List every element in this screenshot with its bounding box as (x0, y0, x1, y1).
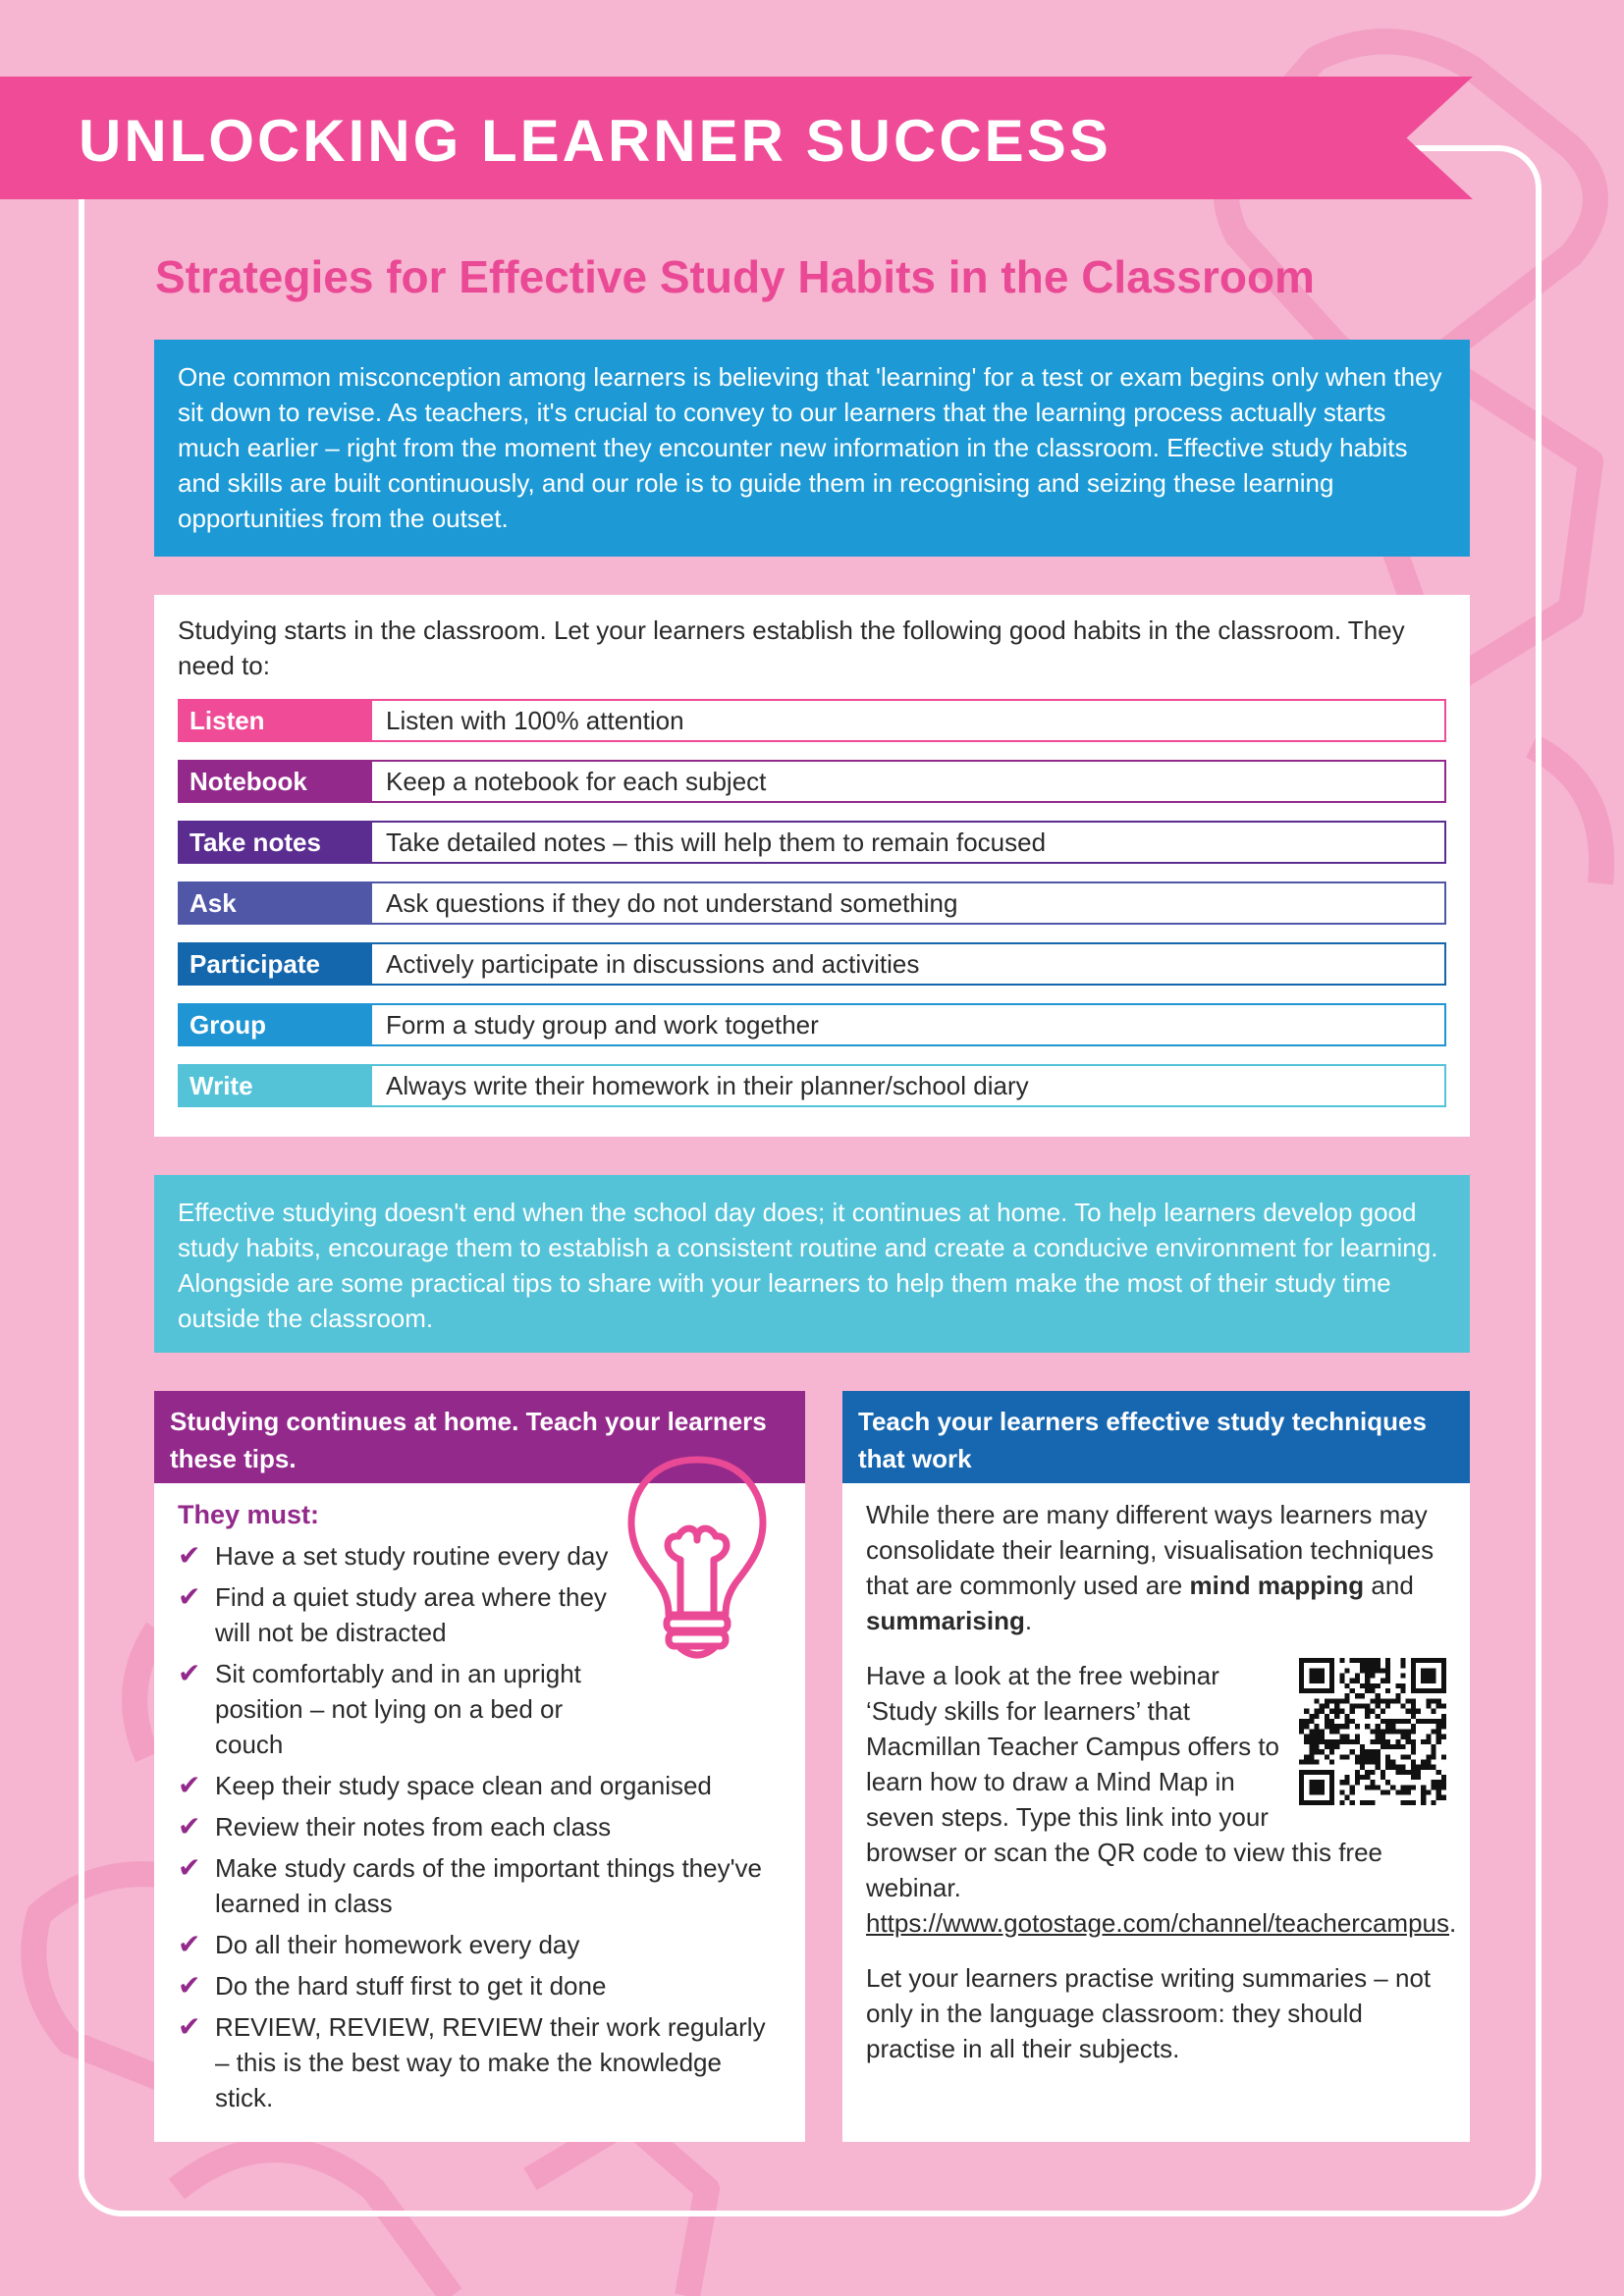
tip-text: Find a quiet study area where they will not be distracted (215, 1582, 607, 1647)
tip-item (178, 1809, 782, 1844)
habit-label: Listen (180, 701, 372, 740)
habits-box (154, 595, 1470, 1137)
habit-description: Always write their homework in their planner/school diary (386, 1071, 1029, 1100)
habit-row (178, 760, 1446, 803)
techniques-heading: Teach your learners effective study techniques that work (842, 1391, 1470, 1483)
summarising-term: summarising (866, 1606, 1025, 1635)
tip-text: REVIEW, REVIEW, REVIEW their work regularly – this is the best way to make the knowledge stick. (215, 2012, 766, 2112)
page-subtitle: Strategies for Effective Study Habits in the Classroom (155, 251, 1315, 302)
tip-item (178, 1968, 782, 2003)
habits-intro: Studying starts in the classroom. Let your learners establish the following good habits in the classroom. They need to: (178, 615, 1405, 680)
checkmark-icon: ✔ (178, 1658, 201, 1688)
checkmark-icon: ✔ (178, 2011, 201, 2042)
habit-label: Ask (180, 883, 372, 923)
webinar-text: . (1449, 1908, 1457, 1938)
checkmark-icon: ✔ (178, 1811, 201, 1842)
intro-text: One common misconception among learners is believing that 'learning' for a test or exam begins only when they sit down to revise. As teachers, it's crucial to convey to our learners that the learning process actually starts much earlier – right from the moment they encounter new information in the classroom. Effective study habits and skills are built continuously, and our role is to guide them in recognising and seizing these learning opportunities from the outset. (178, 362, 1442, 533)
habit-label: Take notes (180, 823, 372, 862)
habit-row (178, 821, 1446, 864)
techniques-text: While there are many different ways learners may consolidate their learning, visualisation techniques that are commonly used are (866, 1500, 1435, 1600)
habit-label: Participate (180, 944, 372, 984)
habit-description: Form a study group and work together (386, 1010, 819, 1040)
tip-text: Make study cards of the important things they've learned in class (215, 1853, 763, 1918)
home-tips-body (154, 1483, 805, 2115)
habit-row (178, 1064, 1446, 1107)
habit-label: Write (180, 1066, 372, 1105)
tip-item (178, 1538, 618, 1574)
webinar-text: Have a look at the free webinar ‘Study skills for learners’ that Macmillan Teacher Campus offers to learn how to draw a Mind Map in seven steps. Type this link into your browser or scan the QR code to view this free webinar. (866, 1661, 1383, 1902)
webinar-paragraph (866, 1658, 1457, 1941)
checkmark-icon: ✔ (178, 1970, 201, 2001)
checkmark-icon: ✔ (178, 1929, 201, 1959)
qr-code-icon[interactable] (1299, 1658, 1446, 1805)
mind-mapping-term: mind mapping (1189, 1571, 1365, 1600)
checkmark-icon: ✔ (178, 1852, 201, 1883)
tip-item (178, 1579, 618, 1650)
techniques-text: . (1024, 1606, 1033, 1635)
habit-list (178, 699, 1446, 1107)
tip-item (178, 1656, 618, 1762)
habit-label: Notebook (180, 762, 372, 801)
habit-description: Ask questions if they do not understand something (386, 888, 958, 918)
checkmark-icon: ✔ (178, 1581, 201, 1612)
habit-description: Listen with 100% attention (386, 706, 684, 735)
webinar-link[interactable]: https://www.gotostage.com/channel/teachercampus (866, 1908, 1449, 1938)
tip-item (178, 2009, 782, 2115)
habit-row (178, 1003, 1446, 1046)
habit-row (178, 942, 1446, 986)
home-tips-heading: Studying continues at home. Teach your learners these tips. (154, 1391, 805, 1483)
tip-text: Sit comfortably and in an upright position – not lying on a bed or couch (215, 1659, 581, 1759)
habit-description: Actively participate in discussions and activities (386, 949, 920, 979)
techniques-text: and (1364, 1571, 1414, 1600)
tip-item (178, 1927, 782, 1962)
habit-row (178, 881, 1446, 925)
lightbulb-icon (623, 1452, 771, 1668)
habit-label: Group (180, 1005, 372, 1044)
tip-item (178, 1768, 782, 1803)
habit-description: Keep a notebook for each subject (386, 767, 767, 796)
tip-text: Do the hard stuff first to get it done (215, 1971, 607, 2001)
techniques-body (842, 1483, 1470, 2066)
home-tips-column (154, 1391, 805, 2142)
tip-text: Have a set study routine every day (215, 1541, 609, 1571)
techniques-column (842, 1391, 1470, 2142)
intro-box (154, 340, 1470, 557)
checkmark-icon: ✔ (178, 1540, 201, 1571)
tip-item (178, 1850, 782, 1921)
summaries-paragraph: Let your learners practise writing summaries – not only in the language classroom: they should practise in all their subjects. (866, 1963, 1432, 2063)
home-study-box (154, 1175, 1470, 1353)
banner-title: UNLOCKING LEARNER SUCCESS (79, 108, 1111, 174)
techniques-paragraph-1 (866, 1497, 1446, 1638)
checkmark-icon: ✔ (178, 1770, 201, 1800)
home-study-text: Effective studying doesn't end when the school day does; it continues at home. To help learners develop good study habits, encourage them to establish a consistent routine and create a conducive environment for learning. Alongside are some practical tips to share with your learners to help them make the most of their study time outside the classroom. (178, 1198, 1438, 1333)
tip-text: Keep their study space clean and organised (215, 1771, 712, 1800)
habit-row (178, 699, 1446, 742)
tip-text: Do all their homework every day (215, 1930, 580, 1959)
tip-text: Review their notes from each class (215, 1812, 612, 1842)
habit-description: Take detailed notes – this will help them to remain focused (386, 828, 1047, 857)
must-title: They must: (178, 1500, 320, 1529)
